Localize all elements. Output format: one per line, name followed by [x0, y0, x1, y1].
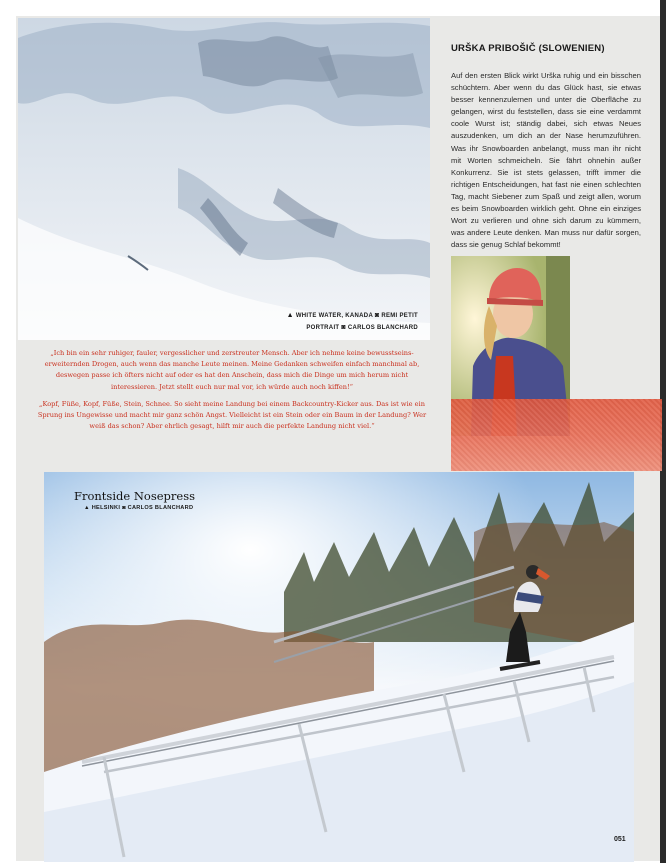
- trick-photo-credit: [84, 505, 193, 511]
- mountain-photo: [18, 18, 430, 340]
- camera-icon: ◙: [122, 505, 126, 511]
- trick-photographer: CARLOS BLANCHARD: [127, 505, 194, 511]
- portrait-caption-label: PORTRAIT: [306, 325, 340, 331]
- portrait-caption-credit: CARLOS BLANCHARD: [347, 325, 418, 331]
- athlete-quote: [36, 348, 428, 438]
- page-number: 051: [614, 836, 626, 843]
- camera-icon: ◙: [374, 312, 380, 319]
- athlete-name-heading: URŠKA PRIBOŠIČ (SLOWENIEN): [451, 43, 605, 54]
- top-caption-credit: REMI PETIT: [381, 313, 418, 319]
- top-photo-caption: [287, 310, 418, 334]
- top-caption-location: WHITE WATER, KANADA: [295, 313, 373, 319]
- mountain-illustration: [18, 18, 430, 340]
- athlete-bio: Auf den ersten Blick wirkt Urška ruhig und ein bisschen schüchtern. Aber wenn du das Glück hast, sie etwas besser kennenzulernen und unter die Oberfläche zu gelangen, wirst du feststellen, dass sie eine verdammt coole Wurst ist; ständig dabei, sich etwas Neues auszudenken, um dich an der Nase herumzuführen. Was ihr Snowboarden anbelangt, muss man ihr nicht mit Worten schmeicheln. Sie fährt ohnehin außer Konkurrenz. Sie ist stets gelassen, trifft immer die richtigen Entscheidungen, hat fast nie einen schlechten Tag, macht Siebener zum Spaß und zeigt allen, worum es beim Snowboarden wirklich geht. Ohne ein einziges Wort zu verlieren und ohne sich darum zu kümmern, was andere Leute denken. Man muss nur dafür sorgen, dass sie genug Schlaf bekommt!: [451, 71, 641, 250]
- page-edge-top: [0, 0, 666, 16]
- trick-title: Frontside Nosepress: [74, 489, 195, 503]
- mountain-icon: ▲: [84, 505, 90, 511]
- camera-icon: ◙: [341, 324, 346, 331]
- red-decor-band: [451, 399, 662, 471]
- snowboard-illustration: [44, 472, 634, 862]
- mountain-icon: ▲: [286, 312, 294, 319]
- quote-paragraph-1: „Ich bin ein sehr ruhiger, fauler, vergesslicher und zerstreuter Mensch. Aber ich nehme keine bewusstseins-erweiternden Drogen, auch wenn das manche Leute meinen. Meine Gedanken schweifen einfach manchmal ab, deswegen passe ich öfters nicht auf oder es hat den Anschein, dass mich die Dinge um mich herum nicht interessieren. Jetzt stellt euch nur mal vor, ich würde auch noch kiffen!“: [44, 349, 420, 391]
- quote-paragraph-2: „Kopf, Füße, Kopf, Füße, Stein, Schnee. So sieht meine Landung bei einem Backcountry-Kicker aus. Das ist wie ein Sprung ins Ungewisse und macht mir ganz schön Angst. Vielleicht ist ein Stein oder ein Baum in der Landung? Wer weiß das schon? Aber ehrlich gesagt, hilft mir auch die perfekte Landung nicht viel.“: [37, 399, 427, 431]
- snowboard-photo: [44, 472, 634, 862]
- trick-location: HELSINKI: [91, 505, 121, 511]
